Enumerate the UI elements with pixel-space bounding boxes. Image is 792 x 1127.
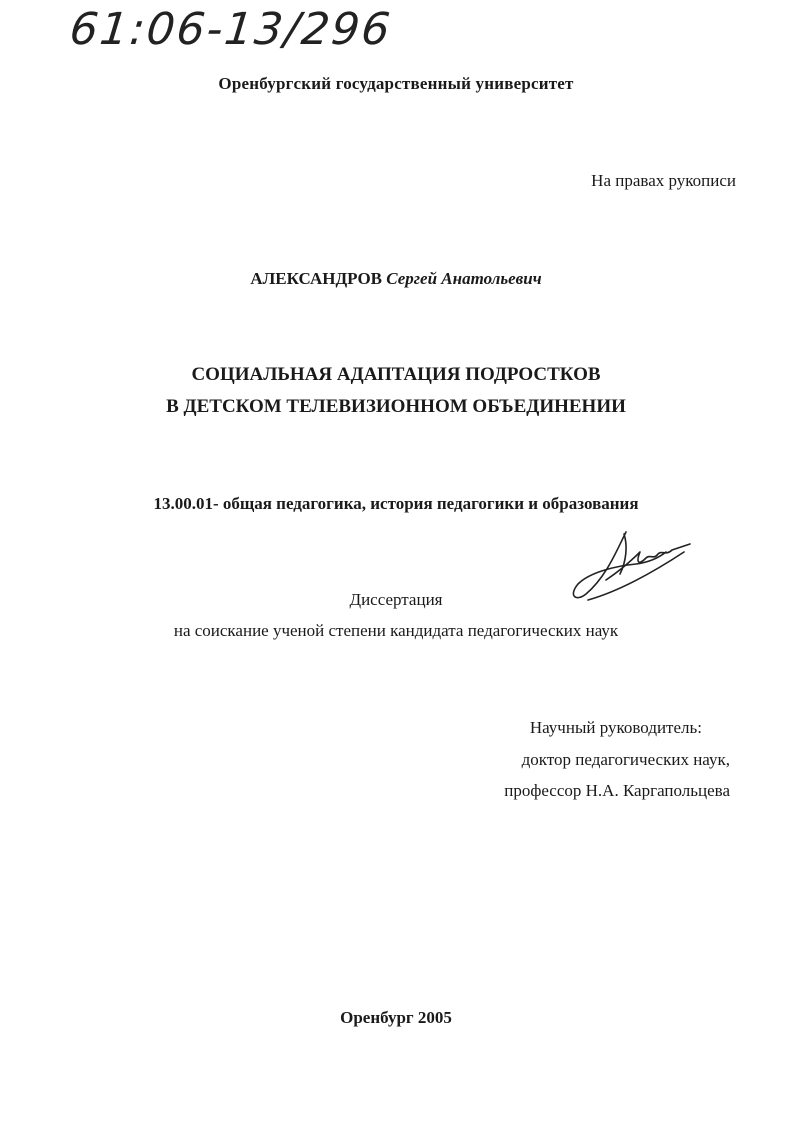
- city-year: Оренбург 2005: [340, 1008, 452, 1027]
- author-name: [0, 269, 792, 289]
- catalog-number-handwritten: 61:06-13/296: [67, 4, 395, 55]
- university-name: Оренбургский государственный университет: [218, 74, 574, 93]
- specialty-code: 13.00.01- общая педагогика, история педагогики и образования: [153, 494, 639, 513]
- dissertation-title-line-1: СОЦИАЛЬНАЯ АДАПТАЦИЯ ПОДРОСТКОВ: [191, 364, 601, 385]
- author-surname: АЛЕКСАНДРОВ: [250, 269, 383, 288]
- author-given-names: Сергей Анатольевич: [386, 269, 542, 288]
- dissertation-title-line-2: В ДЕТСКОМ ТЕЛЕВИЗИОННОМ ОБЪЕДИНЕНИИ: [166, 396, 626, 417]
- supervisor-label: Научный руководитель:: [529, 718, 702, 737]
- manuscript-rights-note: На правах рукописи: [591, 171, 736, 190]
- degree-statement: на соискание ученой степени кандидата педагогических наук: [173, 621, 619, 640]
- supervisor-name: профессор Н.А. Каргапольцева: [504, 781, 730, 800]
- supervisor-degree: доктор педагогических наук,: [521, 750, 730, 769]
- document-type: Диссертация: [349, 590, 443, 609]
